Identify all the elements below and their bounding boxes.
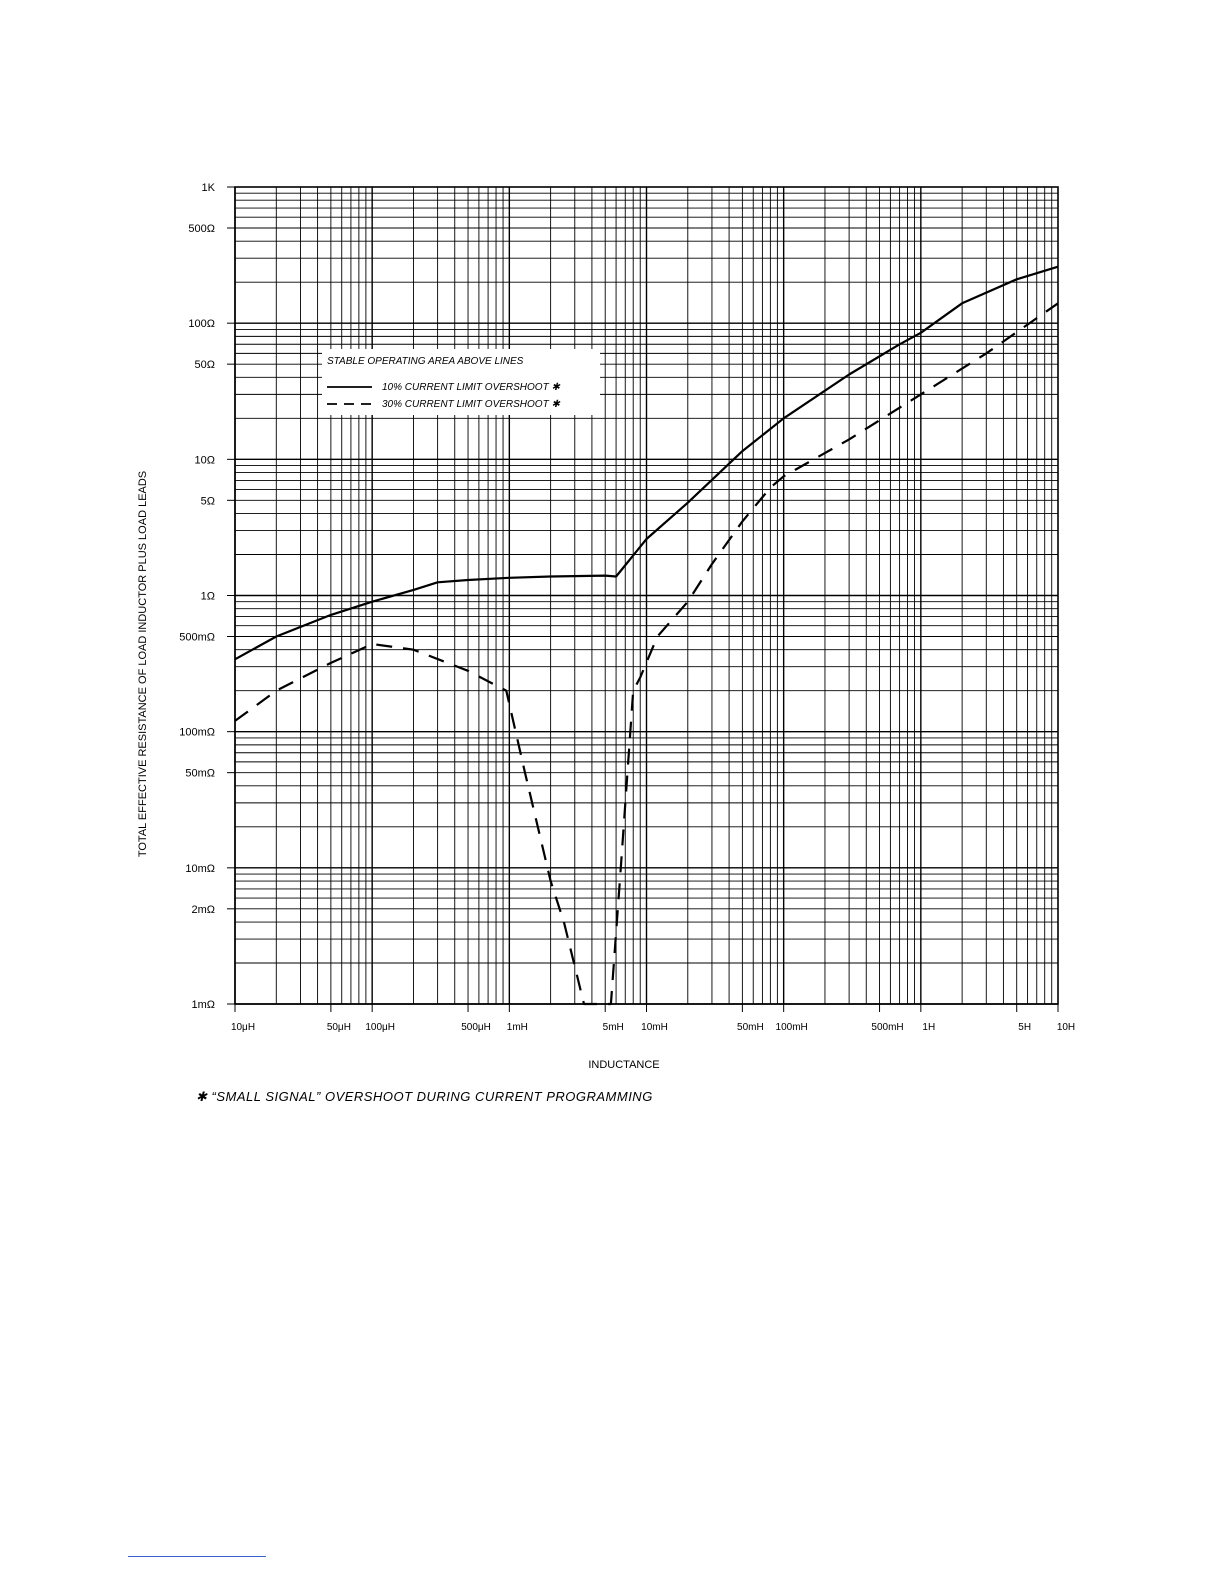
y-tick-label: 50Ω: [194, 359, 215, 372]
x-tick-label: 100mH: [775, 1022, 808, 1033]
legend-title: STABLE OPERATING AREA ABOVE LINES: [327, 356, 524, 367]
x-tick-label: 5mH: [602, 1022, 624, 1033]
x-tick-label: 1mH: [506, 1022, 528, 1033]
x-tick-label: 50mH: [737, 1022, 764, 1033]
y-tick-label: 50mΩ: [185, 767, 215, 780]
x-tick-label: 5H: [1018, 1022, 1032, 1033]
x-tick-label: 500mH: [871, 1022, 904, 1033]
y-tick-label: 100mΩ: [179, 726, 215, 739]
x-tick-label: 100μH: [365, 1022, 396, 1033]
y-tick-label: 100Ω: [188, 318, 215, 331]
y-axis-title: TOTAL EFFECTIVE RESISTANCE OF LOAD INDUCTOR PLUS LOAD LEADS: [137, 470, 149, 858]
legend-solid-label: 10% CURRENT LIMIT OVERSHOOT ✱: [382, 382, 560, 393]
y-tick-label: 1mΩ: [191, 999, 215, 1011]
x-tick-label: 500μH: [461, 1022, 491, 1033]
y-tick-label: 5Ω: [200, 495, 215, 508]
x-tick-label: 1H: [922, 1022, 936, 1033]
plot-grid: [235, 187, 1058, 1004]
y-axis-ticks: [179, 182, 235, 1011]
footnote: ✱ “SMALL SIGNAL” OVERSHOOT DURING CURRENT PROGRAMMING: [196, 1089, 653, 1104]
bottom-divider: [128, 1556, 266, 1557]
legend-dashed-label: 30% CURRENT LIMIT OVERSHOOT ✱: [382, 399, 560, 410]
y-tick-label: 500mΩ: [179, 631, 215, 644]
x-axis-ticks: [231, 1004, 1075, 1033]
x-tick-label: 10mH: [641, 1022, 668, 1033]
y-tick-label: 2mΩ: [191, 903, 215, 916]
y-tick-label: 1K: [201, 182, 215, 194]
y-tick-label: 10mΩ: [185, 862, 215, 875]
legend: [322, 349, 600, 415]
x-tick-label: 50μH: [326, 1022, 351, 1033]
y-tick-label: 500Ω: [188, 222, 215, 235]
y-tick-label: 10Ω: [194, 454, 215, 467]
x-tick-label: 10μH: [230, 1022, 256, 1033]
y-tick-label: 1Ω: [200, 590, 215, 603]
x-tick-label: 10H: [1056, 1022, 1076, 1033]
x-axis-title: INDUCTANCE: [588, 1059, 660, 1071]
